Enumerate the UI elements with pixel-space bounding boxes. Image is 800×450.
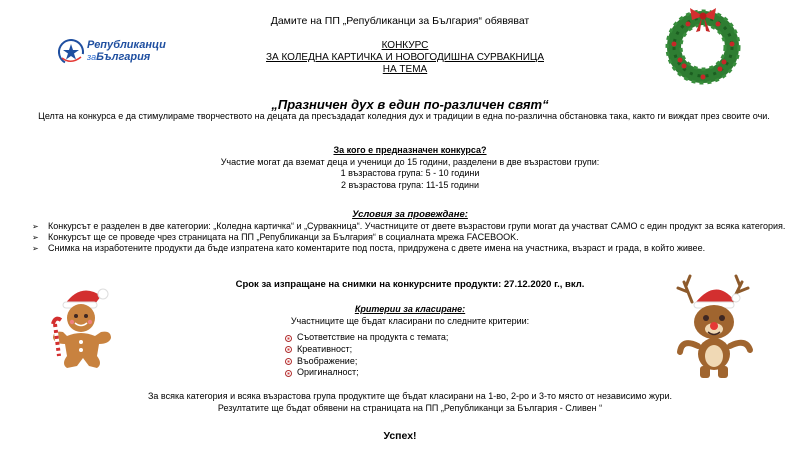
criteria-item: Оригиналност; (285, 367, 448, 379)
logo-bulgaria: България (96, 51, 151, 63)
conditions-list (28, 221, 788, 254)
title-line-3: НА ТЕМА (382, 64, 428, 75)
closing-line-2: Резултатите ще бъдат обявени на страницата на ПП „Републиканци за България - Сливен “ (217, 402, 603, 413)
condition-item: ➢ Конкурсът ще се проведе чрез страницата на ПП „Републиканци за България“ в социалната мрежа FACEBOOK. (28, 232, 788, 243)
title-line-1: КОНКУРС (381, 40, 429, 51)
deadline: Срок за изпращане на снимки на конкурсните продукти: 27.12.2020 г., вкл. (235, 279, 585, 290)
eligibility-section (120, 145, 700, 191)
closing-line-1: За всяка категория и всяка възрастова група продуктите ще бъдат класирани на 1-во, 2-ро и 3-то място от независимо жури. (147, 391, 673, 401)
age-group-2: 2 възрастова група: 11-15 години (340, 179, 480, 190)
logo-text (87, 39, 166, 63)
criteria-intro: Участниците ще бъдат класирани по следните критерии: (290, 315, 530, 326)
criteria-item: Креативност; (285, 344, 448, 356)
wreath-icon (662, 4, 744, 86)
party-logo (57, 38, 177, 68)
criteria-item: Въображение; (285, 356, 448, 368)
reindeer-icon (672, 272, 758, 380)
closing-section (60, 391, 760, 414)
eligibility-line: Участие могат да вземат деца и ученици до 15 години, разделени в две възрастови групи: (220, 156, 600, 167)
condition-item: ➢ Снимка на изработените продукти да бъде изпратена като коментарите под поста, придружена с двете имена на участника, възраст и града, в който живее. (28, 243, 788, 254)
logo-line-1: Републиканци (87, 39, 166, 51)
announcement-line: Дамите на ПП „Републиканци за България“ обявяват (270, 15, 530, 27)
logo-za: за (87, 52, 97, 62)
success-text: Успех! (383, 430, 417, 442)
criteria-section (120, 304, 700, 327)
contest-title (200, 40, 610, 76)
criteria-item: Съответствие на продукта с темата; (285, 332, 448, 344)
logo-line-2 (87, 51, 166, 63)
conditions-title: Условия за провеждане: (352, 209, 468, 220)
logo-star-icon (57, 38, 85, 66)
eligibility-title: За кого е предназначен конкурса? (333, 145, 487, 155)
criteria-title: Критерии за класиране: (354, 304, 466, 314)
gingerbread-man-icon (45, 278, 127, 370)
condition-item: ➢ Конкурсът е разделен в две категории: „Коледна картичка“ и „Сурвакница“. Участниците от двете възрастови групи могат да участват САМО с един продукт за всяка категория. (28, 221, 788, 232)
age-group-1: 1 възрастова група: 5 - 10 години (340, 168, 480, 178)
contest-theme: „Празничен дух в един по-различен свят“ (271, 97, 549, 112)
criteria-list (285, 332, 448, 379)
title-line-2: ЗА КОЛЕДНА КАРТИЧКА И НОВОГОДИШНА СУРВАКНИЦА (265, 52, 544, 63)
intro-paragraph: Целта на конкурса е да стимулираме творчеството на децата да пресъздадат коледния дух и традиции в една по-различна обстановка така, както ги виждат през своите очи. (38, 111, 770, 121)
